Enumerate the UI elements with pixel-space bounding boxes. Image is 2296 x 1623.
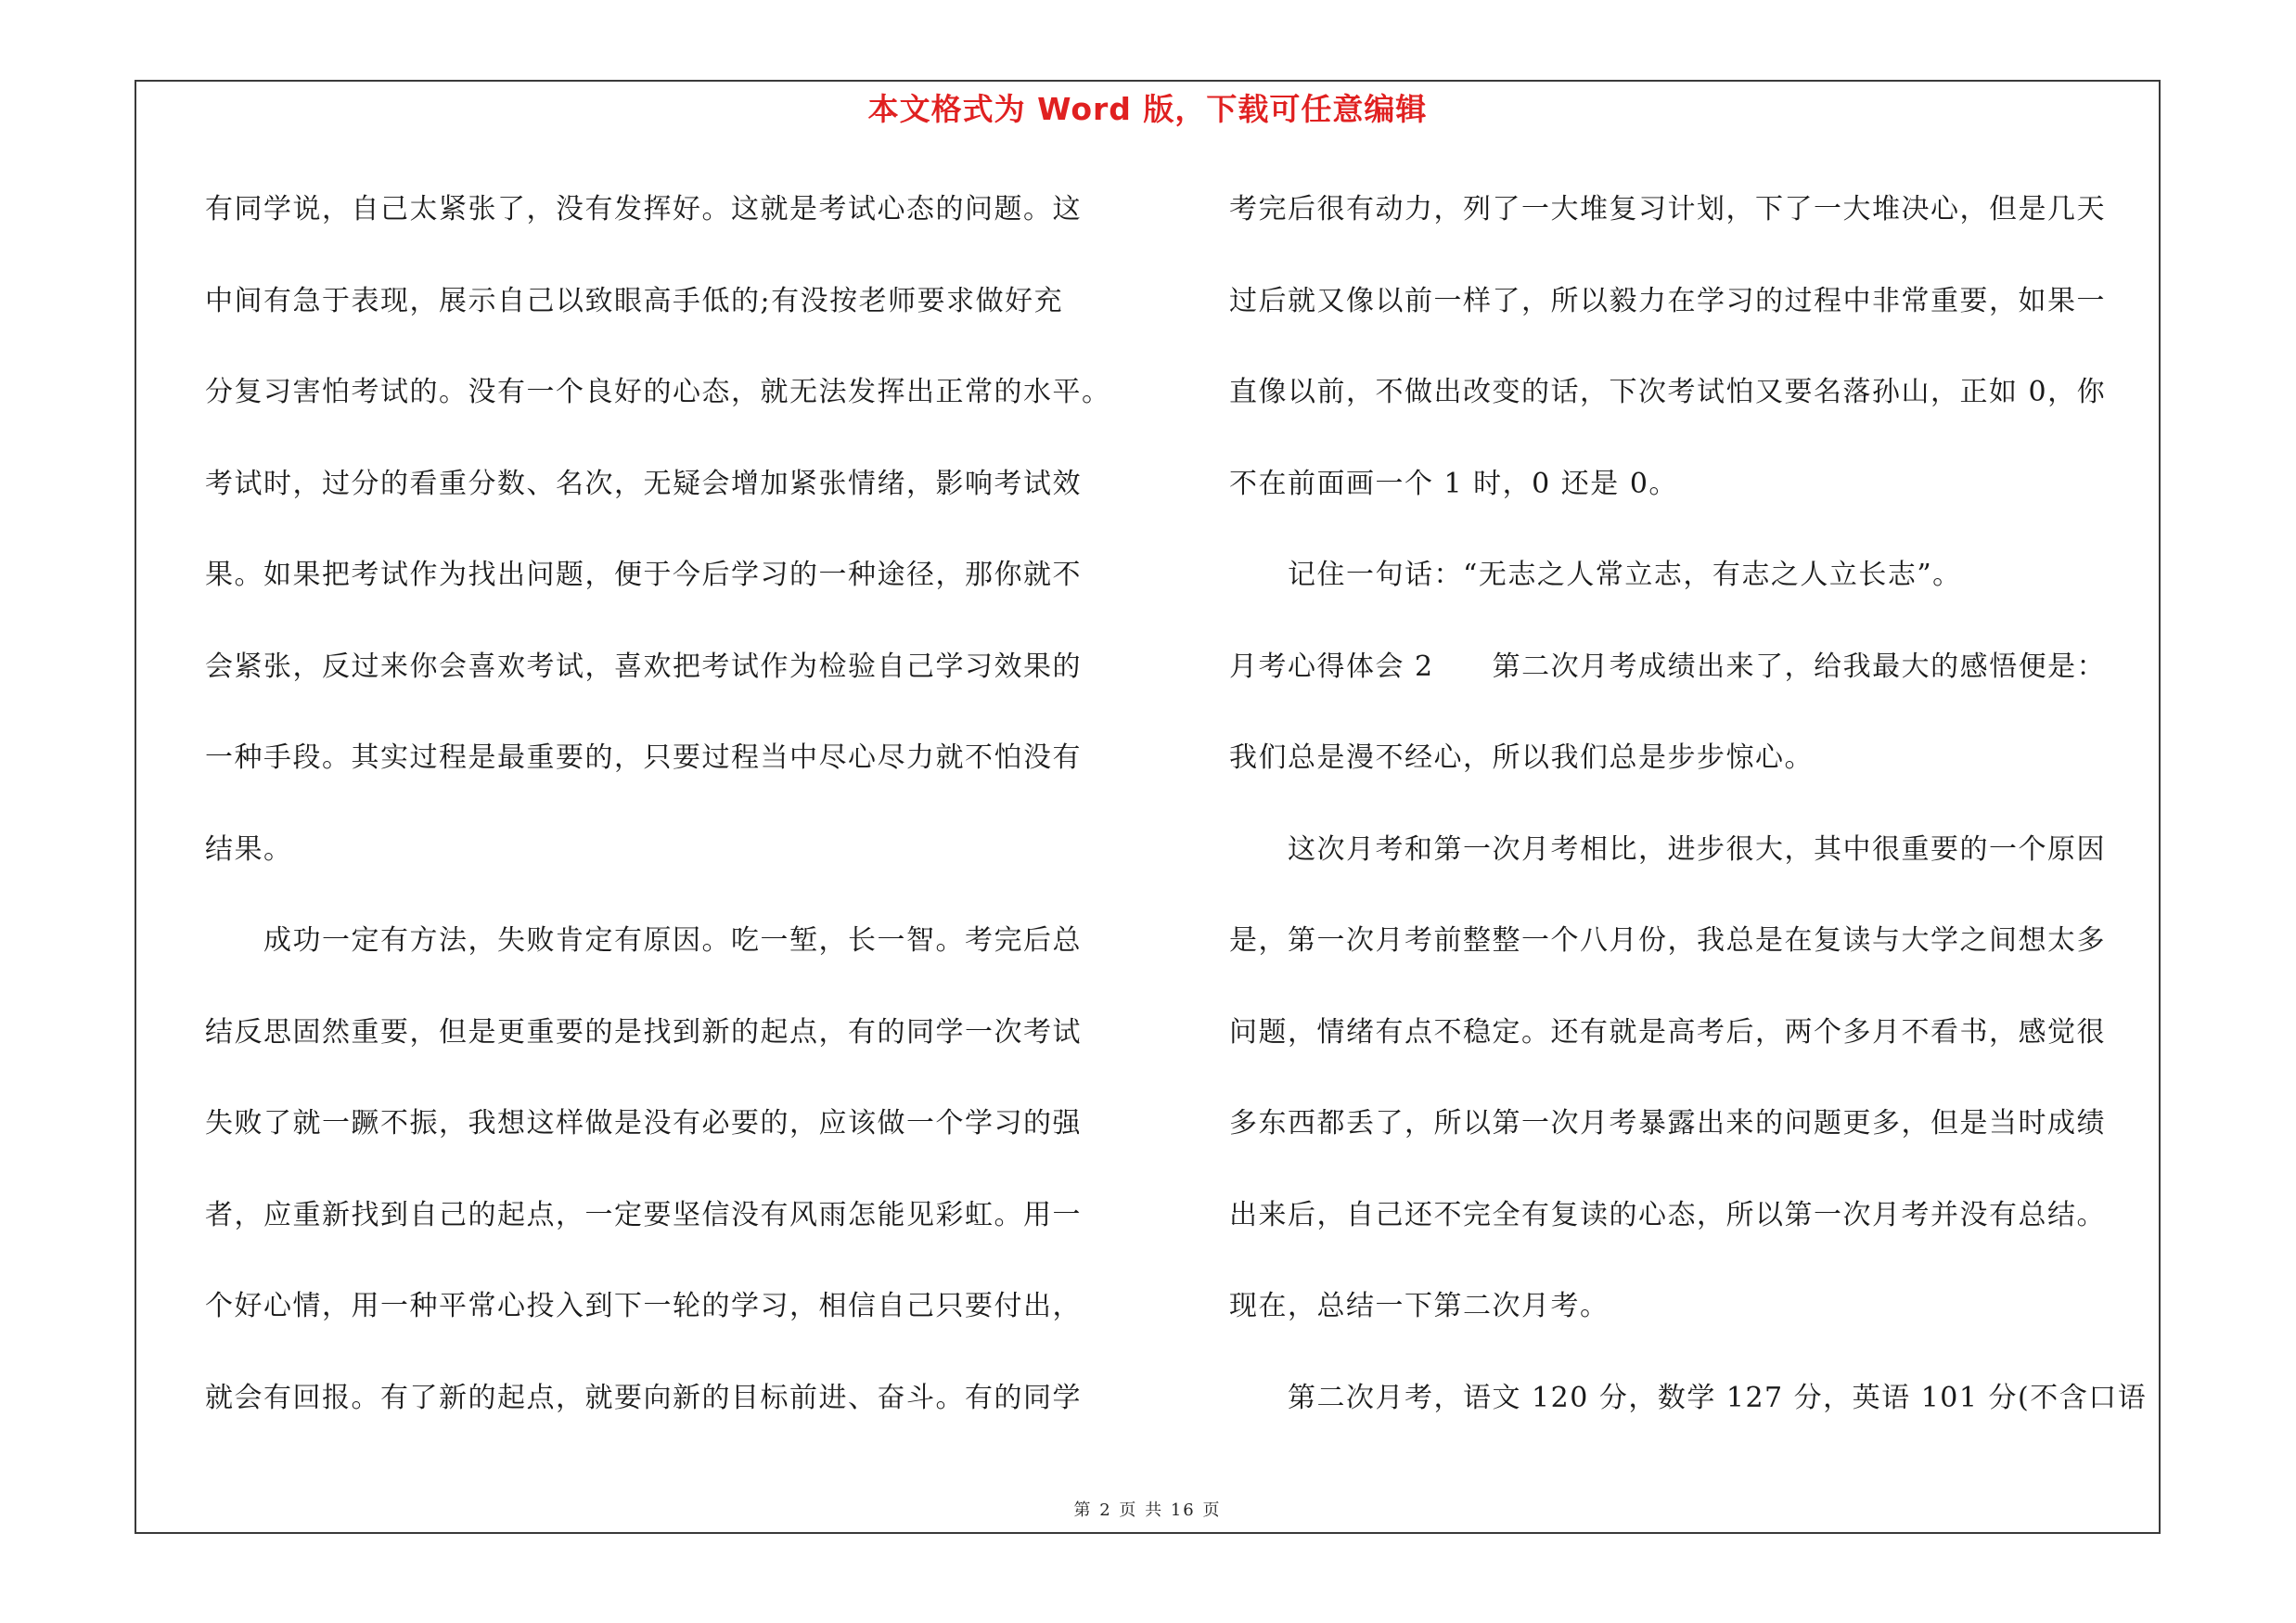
page-number-footer: 第 2 页 共 16 页	[1073, 1501, 1222, 1520]
text-line: 考完后很有动力，列了一大堆复习计划，下了一大堆决心，但是几天	[1229, 193, 2106, 225]
text-line: 记住一句话：“无志之人常立志，有志之人立长志”。	[1229, 559, 1962, 591]
text-line: 成功一定有方法，失败肯定有原因。吃一堑，长一智。考完后总	[205, 924, 1082, 957]
section-heading-line: 月考心得体会 2 第二次月考成绩出来了，给我最大的感悟便是：	[1229, 650, 2107, 683]
text-line: 个好心情，用一种平常心投入到下一轮的学习，相信自己只要付出，	[205, 1290, 1082, 1322]
text-line: 结果。	[205, 832, 293, 866]
text-line: 不在前面画一个 1 时，0 还是 0。	[1229, 467, 1678, 500]
left-text-column	[205, 182, 1133, 1462]
text-line: 多东西都丢了，所以第一次月考暴露出来的问题更多，但是当时成绩	[1229, 1107, 2106, 1140]
text-line: 有同学说，自己太紧张了，没有发挥好。这就是考试心态的问题。这	[205, 193, 1082, 225]
text-line: 就会有回报。有了新的起点，就要向新的目标前进、奋斗。有的同学	[205, 1381, 1082, 1414]
text-line: 过后就又像以前一样了，所以毅力在学习的过程中非常重要，如果一	[1229, 284, 2106, 317]
text-line: 者，应重新找到自己的起点，一定要坚信没有风雨怎能见彩虹。用一	[205, 1198, 1082, 1231]
text-line: 这次月考和第一次月考相比，进步很大，其中很重要的一个原因	[1229, 832, 2106, 866]
text-line: 果。如果把考试作为找出问题，便于今后学习的一种途径，那你就不	[205, 559, 1082, 591]
text-line: 出来后，自己还不完全有复读的心态，所以第一次月考并没有总结。	[1229, 1198, 2106, 1231]
text-line: 会紧张，反过来你会喜欢考试，喜欢把考试作为检验自己学习效果的	[205, 650, 1082, 683]
text-line: 中间有急于表现，展示自己以致眼高手低的;有没按老师要求做好充	[205, 284, 1064, 317]
text-line: 失败了就一蹶不振，我想这样做是没有必要的，应该做一个学习的强	[205, 1107, 1082, 1140]
text-line: 直像以前，不做出改变的话，下次考试怕又要名落孙山，正如 0，你	[1229, 376, 2107, 408]
text-line: 我们总是漫不经心，所以我们总是步步惊心。	[1229, 741, 1814, 774]
text-line: 考试时，过分的看重分数、名次，无疑会增加紧张情绪，影响考试效	[205, 467, 1082, 500]
text-line: 现在，总结一下第二次月考。	[1229, 1290, 1610, 1322]
format-notice-banner: 本文格式为 Word 版，下载可任意编辑	[867, 91, 1428, 127]
text-line: 分复习害怕考试的。没有一个良好的心态，就无法发挥出正常的水平。	[205, 376, 1111, 408]
text-line: 第二次月考，语文 120 分，数学 127 分，英语 101 分(不含口语	[1229, 1381, 2148, 1414]
text-line: 一种手段。其实过程是最重要的，只要过程当中尽心尽力就不怕没有	[205, 741, 1082, 774]
text-line: 结反思固然重要，但是更重要的是找到新的起点，有的同学一次考试	[205, 1015, 1082, 1049]
text-line: 问题，情绪有点不稳定。还有就是高考后，两个多月不看书，感觉很	[1229, 1015, 2106, 1049]
right-text-column	[1229, 182, 2157, 1462]
text-line: 是，第一次月考前整整一个八月份，我总是在复读与大学之间想太多	[1229, 924, 2106, 957]
